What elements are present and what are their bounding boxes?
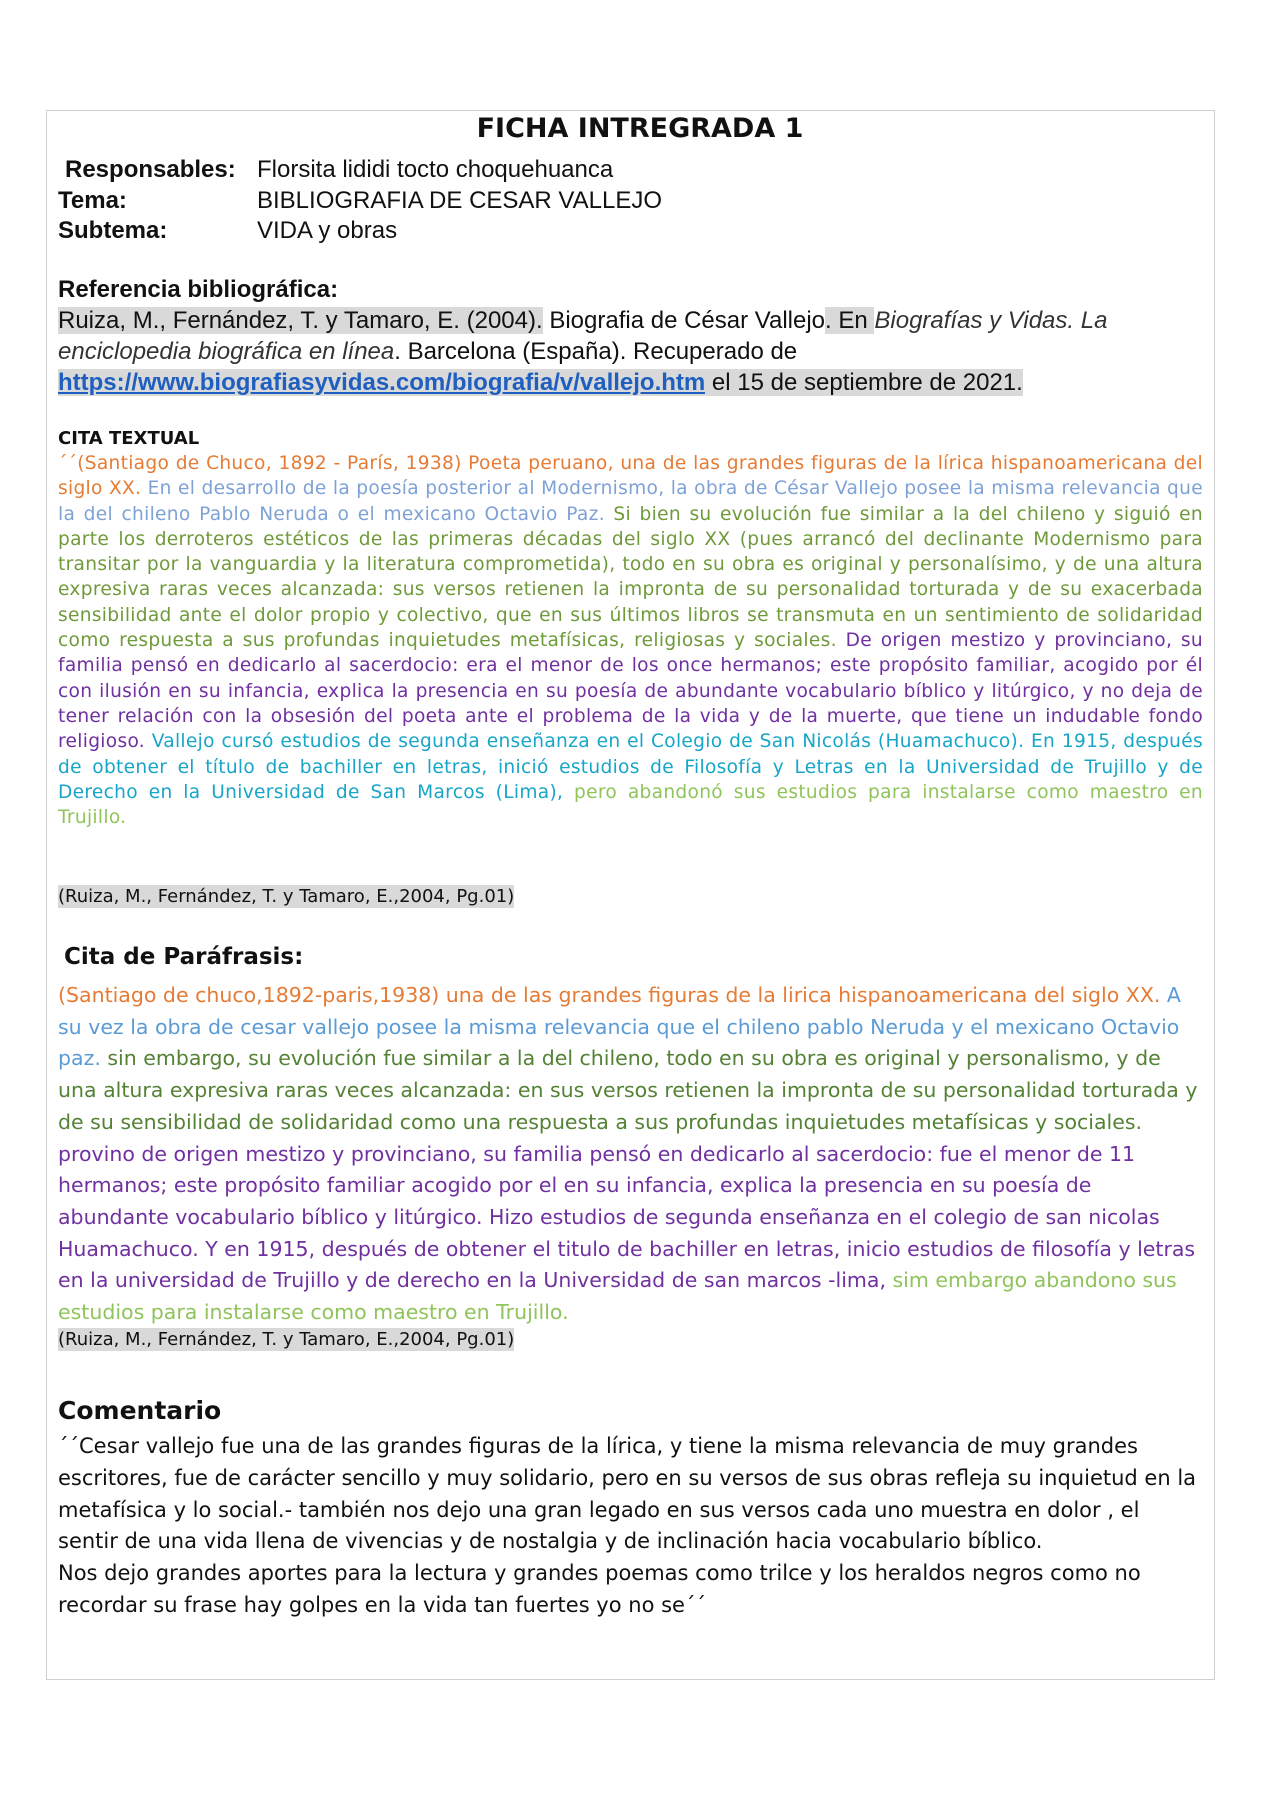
tema-value: BIBLIOGRAFIA DE CESAR VALLEJO [257,187,663,214]
subtema-value: VIDA y obras [257,217,398,244]
responsables-value: Florsita lididi tocto choquehuanca [257,156,614,183]
subtema-label: Subtema: [58,217,168,244]
parafrasis-body [58,980,1203,1329]
reference-location: . Barcelona (España). Recuperado de [394,338,798,365]
reference-citation [58,305,1198,398]
comentario-body [58,1431,1203,1622]
cita-textual-heading: CITA TEXTUAL [58,428,200,449]
reference-link[interactable]: https://www.biografiasyvidas.com/biografia/v/vallejo.htm [58,369,706,396]
parafrasis-heading: Cita de Paráfrasis: [64,944,304,970]
parafrasis-segment-blue: A su vez la obra de cesar vallejo posee la misma relevancia que el chileno pablo Neruda y el mexicano Octavio paz. [58,983,1181,1071]
reference-date: el 15 de septiembre de 2021. [705,369,1023,396]
parafrasis-segment-green: sin embargo, su evolución fue similar a la del chileno, todo en su obra es original y personalismo, y de una altura expresiva raras veces alcanzada: en sus versos retienen la impronta de su personalidad torturada y de su sensibilidad de solidaridad como una respuesta a sus profundas inquietudes metafísicas y sociales. [58,1046,1198,1134]
responsables-label: Responsables: [65,156,236,183]
comentario-heading: Comentario [58,1396,222,1425]
document-title: FICHA INTREGRADA 1 [476,113,804,144]
reference-title: Biografia de César Vallejo [542,307,826,334]
cita-segment-blue: En el desarrollo de la poesía posterior al Modernismo, la obra de César Vallejo posee la misma relevancia que la del chileno Pablo Neruda o el mexicano Octavio Paz. [58,478,1203,525]
parafrasis-segment-purple: provino de origen mestizo y provinciano, su familia pensó en dedicarlo al sacerdocio: fue el menor de 11 hermanos; este propósito familiar acogido por el en su infancia, explica la presencia en su poesía de abundante vocabulario bíblico y litúrgico. Hizo estudios de segunda enseñanza en el colegio de san nicolas Huamachuco. Y en 1915, después de obtener el titulo de bachiller en letras, inicio estudios de filosofía y letras en la universidad de Trujillo y de derecho en la Universidad de san marcos -lima, [58,1141,1196,1293]
reference-heading: Referencia bibliográfica: [58,276,339,303]
tema-label: Tema: [58,187,127,214]
cita-textual-source: (Ruiza, M., Fernández, T. y Tamaro, E.,2004, Pg.01) [58,886,515,907]
comentario-paragraph-1: ´´Cesar vallejo fue una de las grandes figuras de la lírica, y tiene la misma relevancia de muy grandes escritores, fue de carácter sencillo y muy solidario, pero en su versos de sus obras refleja su inquietud en la metafísica y lo social.- también nos dejo una gran legado en sus versos cada uno muestra en dolor , el sentir de una vida llena de vivencias y de nostalgia y de inclinación hacia vocabulario bíblico. [58,1434,1197,1554]
cita-textual-body [58,451,1203,830]
reference-italic-title: Biografías y Vidas. La enciclopedia biográfica en línea [58,307,1108,365]
parafrasis-source: (Ruiza, M., Fernández, T. y Tamaro, E.,2004, Pg.01) [58,1329,515,1350]
parafrasis-segment-light-green: sim embargo abandono sus estudios para instalarse como maestro en Trujillo. [58,1268,1177,1325]
reference-en: . En [825,307,875,334]
parafrasis-segment-orange: (Santiago de chuco,1892-paris,1938) una de las grandes figuras de la lirica hispanoamericana del siglo XX. [58,983,1161,1007]
reference-authors: Ruiza, M., Fernández, T. y Tamaro, E. (2004). [58,307,543,334]
cita-segment-green: Si bien su evolución fue similar a la del chileno y siguió en parte los derroteros estéticos de las primeras décadas del siglo XX (pues arrancó del declinante Modernismo para transitar por la vanguardia y la literatura comprometida), todo en su obra es original y personalísimo, y de una altura expresiva raras veces alcanzada: sus versos retienen la impronta de su personalidad torturada y de su exacerbada sensibilidad ante el dolor propio y colectivo, que en sus últimos libros se transmuta en un sentimiento de solidaridad como respuesta a sus profundas inquietudes metafísicas, religiosas y sociales. [58,503,1203,652]
cita-segment-purple: De origen mestizo y provinciano, su familia pensó en dedicarlo al sacerdocio: era el menor de los once hermanos; este propósito familiar, acogido por él con ilusión en su infancia, explica la presencia en su poesía de abundante vocabulario bíblico y litúrgico, y no deja de tener relación con la obsesión del poeta ante el problema de la vida y de la muerte, que tiene un indudable fondo religioso. [58,630,1203,753]
cita-segment-light-green: pero abandonó sus estudios para instalarse como maestro en Trujillo. [58,781,1203,829]
cita-segment-orange: ´´(Santiago de Chuco, 1892 - París, 1938) Poeta peruano, una de las grandes figuras de la lírica hispanoamericana del siglo XX. [58,453,1203,500]
cita-segment-cyan: Vallejo cursó estudios de segunda enseñanza en el Colegio de San Nicolás (Huamachuco). En 1915, después de obtener el título de bachiller en letras, inició estudios de Filosofía y Letras en la Universidad de Trujillo y de Derecho en la Universidad de San Marcos (Lima), [58,731,1203,803]
comentario-paragraph-2: Nos dejo grandes aportes para la lectura y grandes poemas como trilce y los heraldos negros como no recordar su frase hay golpes en la vida tan fuertes yo no se´´ [58,1561,1141,1617]
